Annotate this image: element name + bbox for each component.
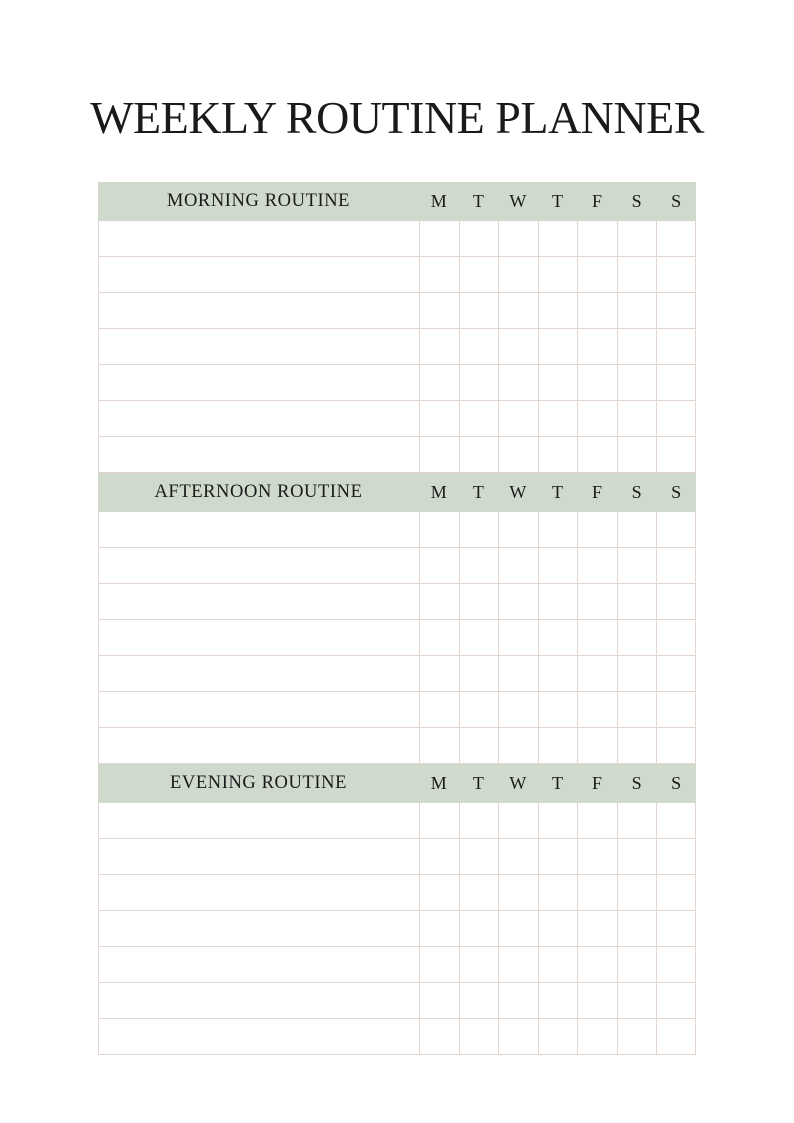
checkbox-cell-tuesday[interactable] (459, 947, 499, 983)
routine-task-cell[interactable] (98, 983, 419, 1019)
checkbox-cell-saturday[interactable] (617, 947, 657, 983)
checkbox-cell-monday[interactable] (419, 803, 459, 839)
checkbox-cell-saturday[interactable] (617, 293, 657, 329)
checkbox-cell-friday[interactable] (577, 947, 617, 983)
checkbox-cell-monday[interactable] (419, 329, 459, 365)
checkbox-cell-thursday[interactable] (538, 221, 578, 257)
day-label-monday: M (430, 773, 447, 793)
routine-row (98, 1019, 696, 1055)
day-label-thursday: T (551, 191, 563, 211)
day-label-friday: F (592, 191, 603, 211)
checkbox-cell-thursday[interactable] (538, 548, 578, 584)
checkbox-cell-monday[interactable] (419, 839, 459, 875)
routine-task-cell[interactable] (98, 692, 419, 728)
checkbox-cell-thursday[interactable] (538, 983, 578, 1019)
checkbox-cell-saturday[interactable] (617, 839, 657, 875)
routine-row (98, 911, 696, 947)
checkbox-cell-sunday[interactable] (656, 548, 696, 584)
checkbox-cell-tuesday[interactable] (459, 548, 499, 584)
checkbox-cell-sunday[interactable] (656, 584, 696, 620)
checkbox-cell-friday[interactable] (577, 803, 617, 839)
routine-row (98, 584, 696, 620)
day-label-wednesday: W (509, 773, 527, 793)
checkbox-cell-saturday[interactable] (617, 1019, 657, 1055)
checkbox-cell-thursday[interactable] (538, 839, 578, 875)
checkbox-cell-saturday[interactable] (617, 911, 657, 947)
routine-task-cell[interactable] (98, 911, 419, 947)
checkbox-cell-wednesday[interactable] (498, 548, 538, 584)
day-label-saturday: S (631, 191, 642, 211)
checkbox-cell-saturday[interactable] (617, 803, 657, 839)
day-label-thursday: T (551, 773, 563, 793)
routine-row (98, 692, 696, 728)
section-title: EVENING ROUTINE (169, 773, 347, 793)
routine-task-cell[interactable] (98, 437, 419, 473)
day-label-sunday: S (671, 191, 682, 211)
checkbox-cell-tuesday[interactable] (459, 584, 499, 620)
checkbox-cell-sunday[interactable] (656, 728, 696, 764)
section-rows (98, 512, 696, 764)
checkbox-cell-sunday[interactable] (656, 1019, 696, 1055)
checkbox-cell-saturday[interactable] (617, 548, 657, 584)
checkbox-cell-wednesday[interactable] (498, 692, 538, 728)
checkbox-cell-wednesday[interactable] (498, 947, 538, 983)
checkbox-cell-sunday[interactable] (656, 983, 696, 1019)
page-title: WEEKLY ROUTINE PLANNER (90, 92, 704, 143)
checkbox-cell-saturday[interactable] (617, 329, 657, 365)
checkbox-cell-friday[interactable] (577, 911, 617, 947)
routine-task-cell[interactable] (98, 656, 419, 692)
checkbox-cell-friday[interactable] (577, 512, 617, 548)
section-evening (98, 764, 696, 1055)
checkbox-cell-thursday[interactable] (538, 257, 578, 293)
routine-task-cell[interactable] (98, 620, 419, 656)
checkbox-cell-thursday[interactable] (538, 620, 578, 656)
routine-row (98, 548, 696, 584)
checkbox-cell-friday[interactable] (577, 584, 617, 620)
checkbox-cell-thursday[interactable] (538, 401, 578, 437)
routine-task-cell[interactable] (98, 365, 419, 401)
section-afternoon (98, 473, 696, 764)
routine-task-cell[interactable] (98, 221, 419, 257)
checkbox-cell-friday[interactable] (577, 728, 617, 764)
checkbox-cell-tuesday[interactable] (459, 728, 499, 764)
day-label-monday: M (430, 482, 447, 502)
checkbox-cell-wednesday[interactable] (498, 329, 538, 365)
checkbox-cell-friday[interactable] (577, 983, 617, 1019)
checkbox-cell-friday[interactable] (577, 437, 617, 473)
day-label-thursday: T (551, 482, 563, 502)
checkbox-cell-monday[interactable] (419, 620, 459, 656)
routine-row (98, 512, 696, 548)
checkbox-cell-monday[interactable] (419, 293, 459, 329)
checkbox-cell-saturday[interactable] (617, 437, 657, 473)
checkbox-cell-wednesday[interactable] (498, 257, 538, 293)
checkbox-cell-wednesday[interactable] (498, 401, 538, 437)
checkbox-cell-wednesday[interactable] (498, 221, 538, 257)
checkbox-cell-tuesday[interactable] (459, 875, 499, 911)
checkbox-cell-tuesday[interactable] (459, 983, 499, 1019)
checkbox-cell-friday[interactable] (577, 401, 617, 437)
checkbox-cell-wednesday[interactable] (498, 620, 538, 656)
routine-row (98, 257, 696, 293)
checkbox-cell-tuesday[interactable] (459, 401, 499, 437)
day-label-tuesday: T (472, 482, 484, 502)
checkbox-cell-tuesday[interactable] (459, 803, 499, 839)
routine-task-cell[interactable] (98, 401, 419, 437)
checkbox-cell-tuesday[interactable] (459, 620, 499, 656)
routine-row (98, 437, 696, 473)
checkbox-cell-saturday[interactable] (617, 656, 657, 692)
checkbox-cell-wednesday[interactable] (498, 365, 538, 401)
checkbox-cell-saturday[interactable] (617, 728, 657, 764)
checkbox-cell-friday[interactable] (577, 839, 617, 875)
checkbox-cell-tuesday[interactable] (459, 512, 499, 548)
checkbox-cell-thursday[interactable] (538, 365, 578, 401)
checkbox-cell-sunday[interactable] (656, 692, 696, 728)
routine-row (98, 875, 696, 911)
checkbox-cell-sunday[interactable] (656, 221, 696, 257)
checkbox-cell-sunday[interactable] (656, 947, 696, 983)
routine-task-cell[interactable] (98, 875, 419, 911)
checkbox-cell-sunday[interactable] (656, 293, 696, 329)
checkbox-cell-saturday[interactable] (617, 365, 657, 401)
checkbox-cell-monday[interactable] (419, 365, 459, 401)
checkbox-cell-thursday[interactable] (538, 512, 578, 548)
checkbox-cell-monday[interactable] (419, 512, 459, 548)
routine-row (98, 983, 696, 1019)
checkbox-cell-tuesday[interactable] (459, 257, 499, 293)
checkbox-cell-thursday[interactable] (538, 584, 578, 620)
routine-task-cell[interactable] (98, 728, 419, 764)
checkbox-cell-wednesday[interactable] (498, 584, 538, 620)
routine-task-cell[interactable] (98, 947, 419, 983)
routine-row (98, 401, 696, 437)
checkbox-cell-wednesday[interactable] (498, 656, 538, 692)
checkbox-cell-tuesday[interactable] (459, 365, 499, 401)
checkbox-cell-saturday[interactable] (617, 983, 657, 1019)
routine-task-cell[interactable] (98, 803, 419, 839)
checkbox-cell-friday[interactable] (577, 365, 617, 401)
routine-row (98, 839, 696, 875)
day-label-friday: F (592, 773, 603, 793)
section-header (98, 182, 696, 221)
checkbox-cell-tuesday[interactable] (459, 329, 499, 365)
checkbox-cell-sunday[interactable] (656, 401, 696, 437)
section-morning (98, 182, 696, 473)
checkbox-cell-saturday[interactable] (617, 401, 657, 437)
checkbox-cell-friday[interactable] (577, 257, 617, 293)
checkbox-cell-tuesday[interactable] (459, 656, 499, 692)
routine-row (98, 656, 696, 692)
checkbox-cell-sunday[interactable] (656, 839, 696, 875)
routine-planner-table (98, 182, 696, 1055)
checkbox-cell-sunday[interactable] (656, 911, 696, 947)
checkbox-cell-monday[interactable] (419, 947, 459, 983)
routine-task-cell[interactable] (98, 839, 419, 875)
checkbox-cell-thursday[interactable] (538, 947, 578, 983)
checkbox-cell-friday[interactable] (577, 1019, 617, 1055)
routine-row (98, 803, 696, 839)
checkbox-cell-thursday[interactable] (538, 437, 578, 473)
checkbox-cell-tuesday[interactable] (459, 911, 499, 947)
section-header (98, 764, 696, 803)
checkbox-cell-wednesday[interactable] (498, 803, 538, 839)
day-label-saturday: S (631, 773, 642, 793)
checkbox-cell-thursday[interactable] (538, 692, 578, 728)
checkbox-cell-monday[interactable] (419, 911, 459, 947)
checkbox-cell-thursday[interactable] (538, 329, 578, 365)
checkbox-cell-monday[interactable] (419, 1019, 459, 1055)
checkbox-cell-saturday[interactable] (617, 620, 657, 656)
checkbox-cell-sunday[interactable] (656, 656, 696, 692)
checkbox-cell-sunday[interactable] (656, 257, 696, 293)
checkbox-cell-friday[interactable] (577, 548, 617, 584)
routine-task-cell[interactable] (98, 512, 419, 548)
checkbox-cell-monday[interactable] (419, 983, 459, 1019)
routine-row (98, 293, 696, 329)
checkbox-cell-saturday[interactable] (617, 692, 657, 728)
checkbox-cell-monday[interactable] (419, 401, 459, 437)
section-title: MORNING ROUTINE (166, 191, 351, 211)
checkbox-cell-friday[interactable] (577, 293, 617, 329)
checkbox-cell-friday[interactable] (577, 620, 617, 656)
checkbox-cell-wednesday[interactable] (498, 983, 538, 1019)
checkbox-cell-tuesday[interactable] (459, 839, 499, 875)
checkbox-cell-sunday[interactable] (656, 437, 696, 473)
checkbox-cell-wednesday[interactable] (498, 875, 538, 911)
checkbox-cell-monday[interactable] (419, 548, 459, 584)
checkbox-cell-monday[interactable] (419, 257, 459, 293)
day-label-sunday: S (671, 773, 682, 793)
day-label-monday: M (430, 191, 447, 211)
checkbox-cell-monday[interactable] (419, 656, 459, 692)
section-rows (98, 221, 696, 473)
routine-row (98, 947, 696, 983)
checkbox-cell-thursday[interactable] (538, 803, 578, 839)
checkbox-cell-tuesday[interactable] (459, 437, 499, 473)
checkbox-cell-saturday[interactable] (617, 221, 657, 257)
checkbox-cell-tuesday[interactable] (459, 221, 499, 257)
routine-task-cell[interactable] (98, 1019, 419, 1055)
checkbox-cell-monday[interactable] (419, 728, 459, 764)
checkbox-cell-friday[interactable] (577, 875, 617, 911)
checkbox-cell-saturday[interactable] (617, 584, 657, 620)
checkbox-cell-sunday[interactable] (656, 803, 696, 839)
section-title: AFTERNOON ROUTINE (154, 482, 363, 502)
day-label-tuesday: T (472, 773, 484, 793)
checkbox-cell-wednesday[interactable] (498, 911, 538, 947)
checkbox-cell-tuesday[interactable] (459, 692, 499, 728)
checkbox-cell-thursday[interactable] (538, 911, 578, 947)
checkbox-cell-thursday[interactable] (538, 728, 578, 764)
checkbox-cell-tuesday[interactable] (459, 1019, 499, 1055)
routine-row (98, 221, 696, 257)
checkbox-cell-friday[interactable] (577, 656, 617, 692)
checkbox-cell-sunday[interactable] (656, 329, 696, 365)
day-label-wednesday: W (509, 482, 527, 502)
checkbox-cell-sunday[interactable] (656, 875, 696, 911)
routine-task-cell[interactable] (98, 257, 419, 293)
checkbox-cell-sunday[interactable] (656, 365, 696, 401)
checkbox-cell-wednesday[interactable] (498, 728, 538, 764)
checkbox-cell-saturday[interactable] (617, 875, 657, 911)
day-label-wednesday: W (509, 191, 527, 211)
day-label-sunday: S (671, 482, 682, 502)
routine-task-cell[interactable] (98, 293, 419, 329)
checkbox-cell-monday[interactable] (419, 692, 459, 728)
checkbox-cell-thursday[interactable] (538, 656, 578, 692)
checkbox-cell-monday[interactable] (419, 584, 459, 620)
checkbox-cell-monday[interactable] (419, 221, 459, 257)
checkbox-cell-wednesday[interactable] (498, 437, 538, 473)
checkbox-cell-friday[interactable] (577, 692, 617, 728)
routine-row (98, 365, 696, 401)
routine-task-cell[interactable] (98, 329, 419, 365)
checkbox-cell-friday[interactable] (577, 221, 617, 257)
day-label-friday: F (592, 482, 603, 502)
routine-row (98, 620, 696, 656)
section-header (98, 473, 696, 512)
day-label-saturday: S (631, 482, 642, 502)
checkbox-cell-wednesday[interactable] (498, 1019, 538, 1055)
checkbox-cell-monday[interactable] (419, 875, 459, 911)
checkbox-cell-wednesday[interactable] (498, 293, 538, 329)
checkbox-cell-wednesday[interactable] (498, 512, 538, 548)
routine-row (98, 728, 696, 764)
checkbox-cell-monday[interactable] (419, 437, 459, 473)
checkbox-cell-sunday[interactable] (656, 512, 696, 548)
checkbox-cell-thursday[interactable] (538, 1019, 578, 1055)
routine-row (98, 329, 696, 365)
checkbox-cell-thursday[interactable] (538, 293, 578, 329)
checkbox-cell-friday[interactable] (577, 329, 617, 365)
section-rows (98, 803, 696, 1055)
checkbox-cell-tuesday[interactable] (459, 293, 499, 329)
checkbox-cell-saturday[interactable] (617, 257, 657, 293)
routine-task-cell[interactable] (98, 548, 419, 584)
day-label-tuesday: T (472, 191, 484, 211)
checkbox-cell-sunday[interactable] (656, 620, 696, 656)
routine-task-cell[interactable] (98, 584, 419, 620)
checkbox-cell-saturday[interactable] (617, 512, 657, 548)
checkbox-cell-wednesday[interactable] (498, 839, 538, 875)
checkbox-cell-thursday[interactable] (538, 875, 578, 911)
